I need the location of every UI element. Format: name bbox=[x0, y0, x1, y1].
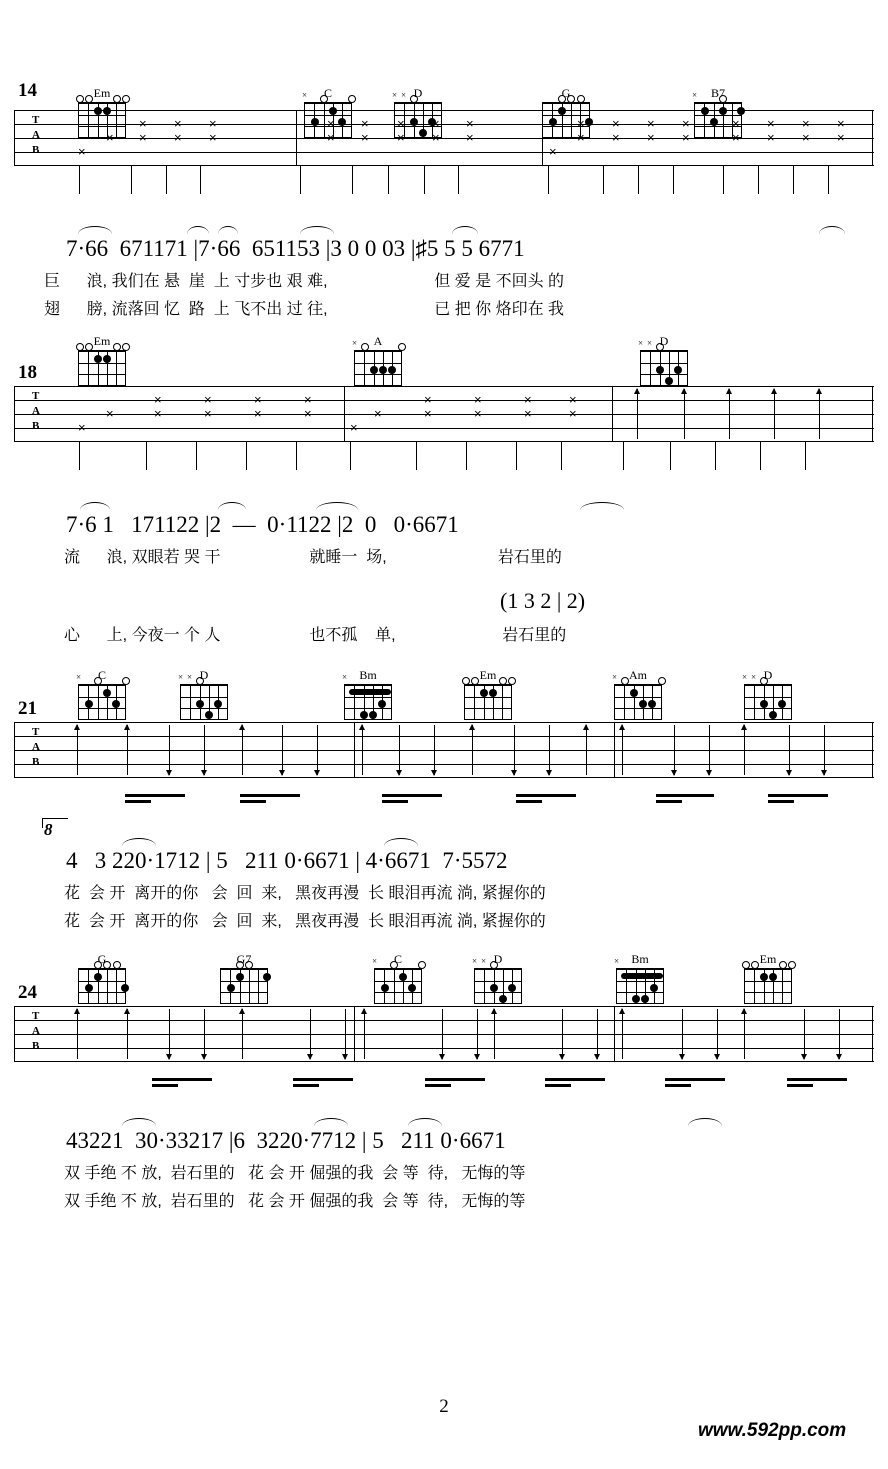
tab-staff bbox=[14, 1006, 874, 1062]
chord-name: Em bbox=[759, 952, 777, 966]
tab-label-b: B bbox=[32, 420, 40, 432]
chord-name: D bbox=[659, 334, 669, 348]
chord-name: G bbox=[97, 952, 107, 966]
chord-name: C bbox=[323, 86, 332, 100]
lyric-line-2: 心 上, 今夜一 个 人 也不孤 单, 岩石里的 bbox=[64, 627, 567, 644]
lyric-line-1: 双 手绝 不 放, 岩石里的 花 会 开 倔强的我 会 等 待, 无悔的等 bbox=[64, 1165, 526, 1182]
chord-name: Bm bbox=[359, 668, 377, 682]
chord-grid bbox=[640, 350, 688, 386]
lyric-line-1: 流 浪, 双眼若 哭 干 就睡一 场, 岩石里的 bbox=[64, 549, 562, 566]
chord-name: D bbox=[493, 952, 503, 966]
chord-grid bbox=[220, 968, 268, 1004]
watermark: www.592pp.com bbox=[698, 1420, 847, 1441]
chord-name: C bbox=[97, 668, 106, 682]
lyric-line-2: 双 手绝 不 放, 岩石里的 花 会 开 倔强的我 会 等 待, 无悔的等 bbox=[64, 1193, 526, 1210]
tab-label-a: A bbox=[32, 129, 40, 141]
chord-grid bbox=[614, 684, 662, 720]
chord-name: D bbox=[763, 668, 773, 682]
measure-number: 21 bbox=[18, 698, 37, 719]
chord-grid bbox=[78, 968, 126, 1004]
chord-grid bbox=[78, 350, 126, 386]
chord-name: D bbox=[199, 668, 209, 682]
bracket-notation: (1 3 2 | 2) bbox=[500, 588, 586, 613]
tab-label-a: A bbox=[32, 405, 40, 417]
chord-name: G7 bbox=[236, 952, 252, 966]
lyric-line-1: 花 会 开 离开的你 会 回 来, 黑夜再漫 长 眼泪再流 淌, 紧握你的 bbox=[64, 885, 546, 902]
chord-grid bbox=[744, 684, 792, 720]
tab-label-b: B bbox=[32, 1040, 40, 1052]
tab-label-t: T bbox=[32, 726, 40, 738]
tab-label-b: B bbox=[32, 756, 40, 768]
tab-staff: T A B × × × × × × × × × × × × × × × × × × × × bbox=[14, 386, 874, 442]
chord-grid bbox=[474, 968, 522, 1004]
chord-grid bbox=[344, 684, 392, 720]
tab-label-t: T bbox=[32, 114, 40, 126]
chord-name: G bbox=[561, 86, 571, 100]
numbered-notation: 4 3 220·1712 | 5 211 0·6671 | 4·6671 7·5572 bbox=[66, 848, 508, 873]
tab-label-t: T bbox=[32, 1010, 40, 1022]
lyric-line-2: 翅 膀, 流落回 忆 路 上 飞不出 过 往, 已 把 你 烙印在 我 bbox=[44, 301, 565, 318]
chord-name: Em bbox=[93, 334, 111, 348]
chord-grid bbox=[78, 684, 126, 720]
chord-grid bbox=[744, 968, 792, 1004]
numbered-notation: 43221 30·33217 |6 3220·7712 | 5 211 0·6671 bbox=[66, 1128, 506, 1153]
chord-name: D bbox=[413, 86, 423, 100]
numbered-notation: 7·66 671171 |7·66 651153 |3 0 0 03 |♯5 5 5 6771 bbox=[66, 236, 525, 261]
measure-number: 18 bbox=[18, 362, 37, 383]
chord-grid bbox=[180, 684, 228, 720]
tab-label-a: A bbox=[32, 741, 40, 753]
tab-label-b: B bbox=[32, 144, 40, 156]
tab-label-a: A bbox=[32, 1025, 40, 1037]
tab-staff bbox=[14, 722, 874, 778]
numbered-notation: 7·6 1 171122 |2 — 0·1122 |2 0 0·6671 bbox=[66, 512, 459, 537]
chord-name: Bm bbox=[631, 952, 649, 966]
chord-grid bbox=[464, 684, 512, 720]
chord-name: Em bbox=[93, 86, 111, 100]
chord-grid bbox=[354, 350, 402, 386]
page-number: 2 bbox=[439, 1396, 449, 1417]
lyric-line-1: 巨 浪, 我们在 悬 崖 上 寸步也 艰 难, 但 爱 是 不回头 的 bbox=[44, 273, 565, 290]
chord-name: A bbox=[373, 334, 383, 348]
lyric-line-2: 花 会 开 离开的你 会 回 来, 黑夜再漫 长 眼泪再流 淌, 紧握你的 bbox=[64, 913, 546, 930]
octave-mark: 8 bbox=[44, 820, 53, 839]
chord-grid bbox=[374, 968, 422, 1004]
sheet-music-page: 14 Em C × D × × G B7 × T A B × × × × × × × × × × × × × × × × × × × × × × × × × × × × × × × × × × × 7·66 671171 |7·66 651153 |3 0 0 03 |♯5 5 5 6771 巨 浪, 我们在 悬 崖 上 寸步也 艰 难, 但 爱 是 不回头 的 翅 膀, 流落回 忆 路 上 飞不出 过 往, 已 把 你 烙印在 我 18 Em A × D × × T A B × × × × × × × × × × × × × × × × × × × × 7·6 1 171122 |2 — 0·1122 |2 0 0·6671 流 浪, 双眼若 哭 干 就睡一 场, 岩石里的 (1 3 2 | 2) 心 上, 今夜一 个 人 也不孤 单, 岩石里的 21 C × D × × Bm × Em Am × D × × T A B 8 4 3 220·1712 | 5 211 0·6671 | 4·6671 7·5572 花 会 开 离开的你 会 回 来, 黑夜再漫 长 眼泪再流 淌, 紧握你的 花 会 开 离开的你 会 回 来, 黑夜再漫 长 眼泪再流 淌, 紧握你的 24 G G7 C × D × × Bm × Em T A B 43221 30·33217 |6 3220·7712 | 5 211 0·6671 双 手绝 不 放, 岩石里的 花 会 开 倔强的我 会 等 待, 无悔的等 双 手绝 不 放, 岩石里的 花 会 开 倔强的我 会 等 待, 无悔的等 2 www.592pp.com bbox=[0, 0, 888, 1469]
measure-number: 24 bbox=[18, 982, 37, 1003]
chord-name: Em bbox=[479, 668, 497, 682]
measure-number: 14 bbox=[18, 80, 37, 101]
chord-name: Am bbox=[629, 668, 647, 682]
chord-name: C bbox=[393, 952, 402, 966]
chord-name: B7 bbox=[710, 86, 725, 100]
tab-label-t: T bbox=[32, 390, 40, 402]
tab-staff: T A B × × × × × × × × × × × × × × × × × × × × × × × × × × × × × × × × × × × bbox=[14, 110, 874, 166]
chord-grid bbox=[616, 968, 664, 1004]
